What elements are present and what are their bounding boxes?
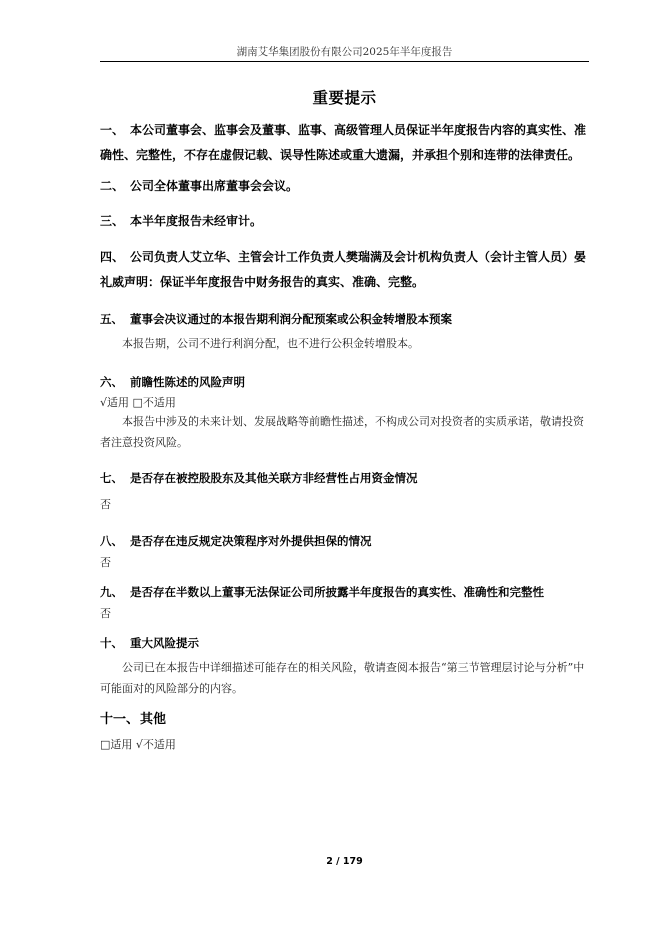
section-number: 五、 xyxy=(100,312,123,326)
header-rule xyxy=(100,61,589,62)
section-11-applicability: □适用 √不适用 xyxy=(100,738,176,751)
page-title: 重要提示 xyxy=(312,88,377,107)
section-9-answer: 否 xyxy=(100,607,111,620)
section-title: 前瞻性陈述的风险声明 xyxy=(130,375,245,389)
item-number: 二、 xyxy=(100,179,125,193)
section-8-heading xyxy=(100,532,589,550)
section-5-heading xyxy=(100,310,589,328)
section-title: 是否存在违反规定决策程序对外提供担保的情况 xyxy=(130,534,372,548)
section-number: 七、 xyxy=(100,471,123,485)
section-5-body: 本报告期，公司不进行利润分配，也不进行公积金转增股本。 xyxy=(122,337,419,350)
page-number: 2 / 179 xyxy=(326,856,363,867)
running-header: 湖南艾华集团股份有限公司2025年半年度报告 xyxy=(236,46,453,58)
item-number: 三、 xyxy=(100,214,125,228)
section-title: 董事会决议通过的本报告期利润分配预案或公积金转增股本预案 xyxy=(130,312,452,326)
section-10-body: 公司已在本报告中详细描述可能存在的相关风险，敬请查阅本报告“第三节管理层讨论与分析”中可能面对的风险部分的内容。 xyxy=(100,661,585,695)
section-number: 八、 xyxy=(100,534,123,548)
item-text: 本公司董事会、监事会及董事、监事、高级管理人员保证半年度报告内容的真实性、准确性、完整性，不存在虚假记载、误导性陈述或重大遗漏，并承担个别和连带的法律责任。 xyxy=(100,123,587,162)
item-number: 四、 xyxy=(100,250,125,264)
section-10-heading xyxy=(100,634,589,652)
section-title: 其他 xyxy=(140,712,167,727)
item-text: 本半年度报告未经审计。 xyxy=(130,214,263,228)
section-number: 六、 xyxy=(100,375,123,389)
section-11-heading xyxy=(100,710,589,730)
section-number: 十、 xyxy=(100,636,123,650)
notice-item-2 xyxy=(100,174,589,199)
section-title: 是否存在被控股股东及其他关联方非经营性占用资金情况 xyxy=(130,471,418,485)
section-title: 是否存在半数以上董事无法保证公司所披露半年度报告的真实性、准确性和完整性 xyxy=(130,585,544,599)
section-title: 重大风险提示 xyxy=(130,636,199,650)
section-6-body: 本报告中涉及的未来计划、发展战略等前瞻性描述，不构成公司对投资者的实质承诺，敬请投资者注意投资风险。 xyxy=(100,415,584,449)
item-text: 公司负责人艾立华、主管会计工作负责人樊瑞满及会计机构负责人（会计主管人员）晏礼威声明：保证半年度报告中财务报告的真实、准确、完整。 xyxy=(100,250,587,289)
notice-item-3 xyxy=(100,209,589,234)
section-6-heading xyxy=(100,373,589,391)
item-text: 公司全体董事出席董事会会议。 xyxy=(130,179,299,193)
notice-item-1 xyxy=(100,118,589,168)
section-number: 十一、 xyxy=(100,712,140,727)
section-7-answer: 否 xyxy=(100,498,111,511)
section-9-heading xyxy=(100,583,589,601)
notice-item-4 xyxy=(100,245,589,295)
section-number: 九、 xyxy=(100,585,123,599)
section-6-applicability: √适用 □不适用 xyxy=(100,396,176,409)
item-number: 一、 xyxy=(100,123,125,137)
section-8-answer: 否 xyxy=(100,556,111,569)
section-7-heading xyxy=(100,469,589,487)
